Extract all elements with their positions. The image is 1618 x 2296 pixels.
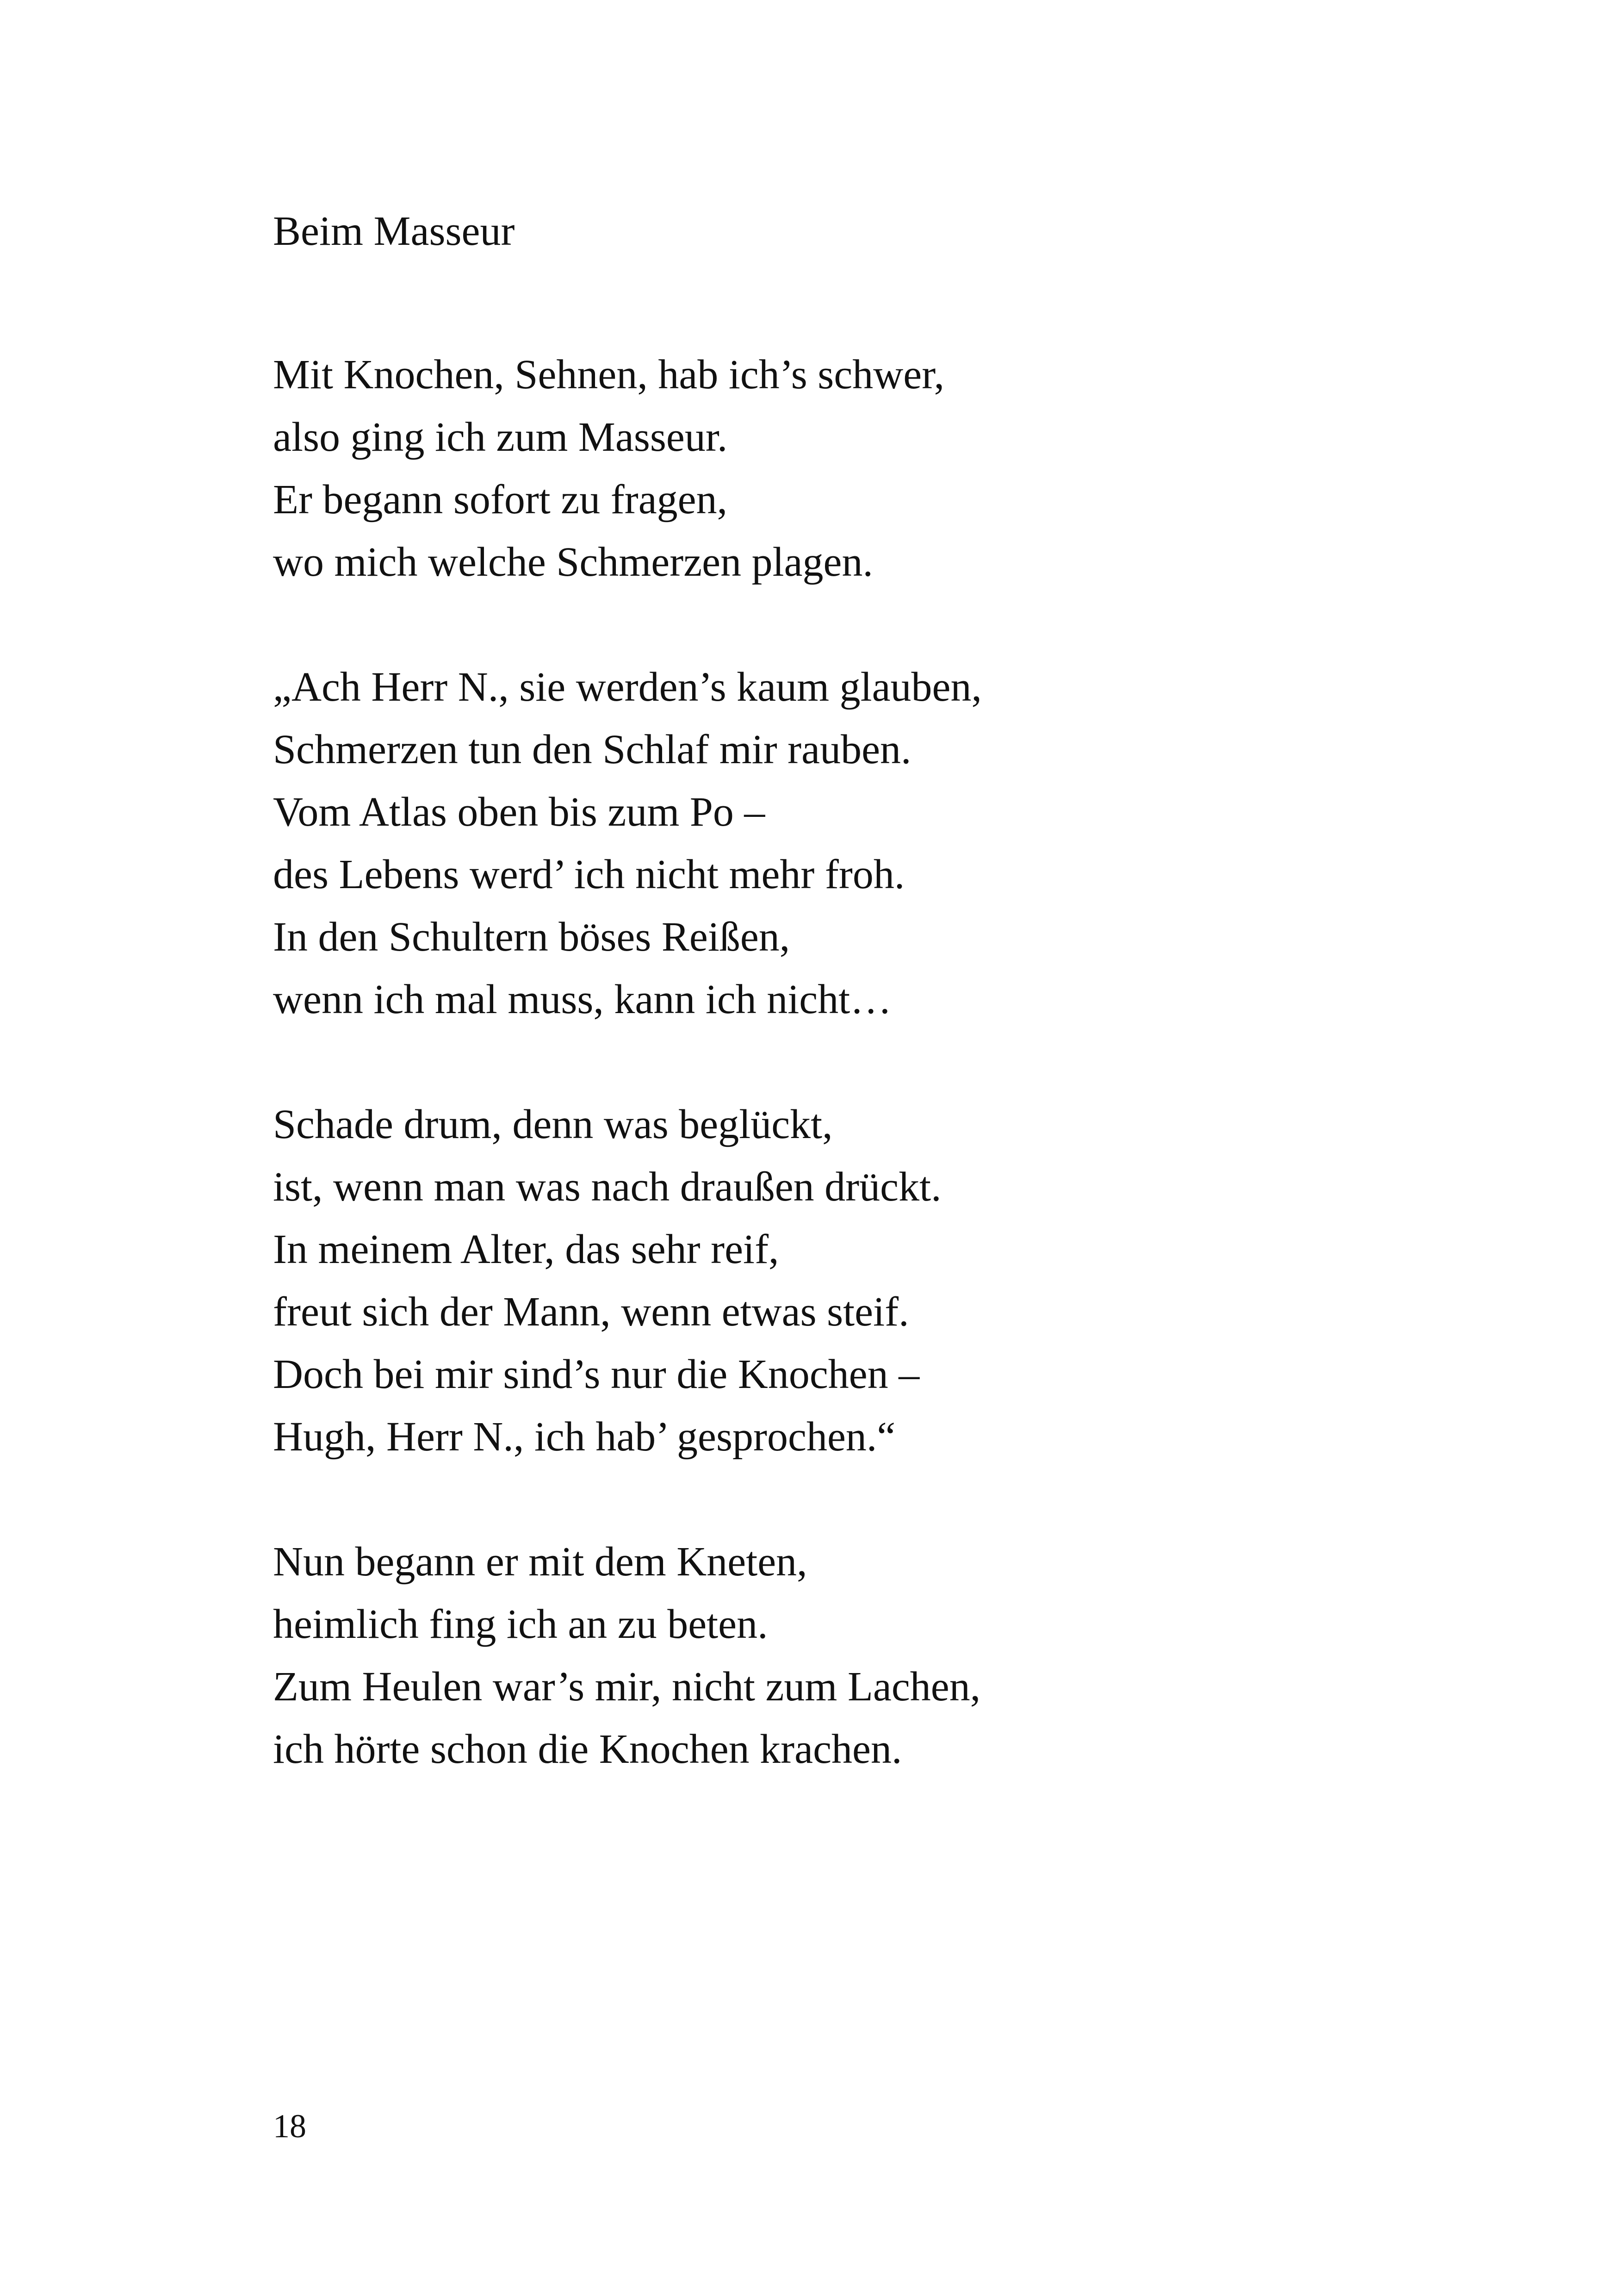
poem-line: Doch bei mir sind’s nur die Knochen – — [273, 1351, 920, 1397]
poem-line: „Ach Herr N., sie werden’s kaum glauben, — [273, 664, 982, 710]
poem-line: heimlich fing ich an zu beten. — [273, 1601, 768, 1647]
poem-line: also ging ich zum Masseur. — [273, 414, 728, 460]
stanza-3 — [273, 1093, 982, 1468]
poem-line: Er begann sofort zu fragen, — [273, 477, 728, 523]
poem-line: ist, wenn man was nach draußen drückt. — [273, 1164, 942, 1210]
stanza-2 — [273, 656, 982, 1031]
stanza-4 — [273, 1531, 982, 1780]
poem-line: des Lebens werd’ ich nicht mehr froh. — [273, 852, 905, 897]
poem-line: wenn ich mal muss, kann ich nicht… — [273, 977, 892, 1022]
poem-title: Beim Masseur — [273, 208, 515, 254]
poem-body — [273, 343, 982, 1780]
poem-line: Zum Heulen war’s mir, nicht zum Lachen, — [273, 1664, 981, 1710]
poem-line: Schade drum, denn was beglückt, — [273, 1101, 833, 1147]
poem-line: Schmerzen tun den Schlaf mir rauben. — [273, 727, 911, 772]
poem-line: In den Schultern böses Reißen, — [273, 914, 790, 960]
page-number: 18 — [273, 2108, 306, 2145]
poem-line: Nun begann er mit dem Kneten, — [273, 1539, 807, 1585]
poem-line: wo mich welche Schmerzen plagen. — [273, 539, 874, 585]
poem-line: Vom Atlas oben bis zum Po – — [273, 789, 765, 835]
poem-line: In meinem Alter, das sehr reif, — [273, 1226, 779, 1272]
poem-line: ich hörte schon die Knochen krachen. — [273, 1726, 902, 1772]
stanza-1 — [273, 343, 982, 593]
poem-line: freut sich der Mann, wenn etwas steif. — [273, 1289, 909, 1335]
poem-line: Mit Knochen, Sehnen, hab ich’s schwer, — [273, 352, 945, 398]
poem-line: Hugh, Herr N., ich hab’ gesprochen.“ — [273, 1414, 896, 1460]
